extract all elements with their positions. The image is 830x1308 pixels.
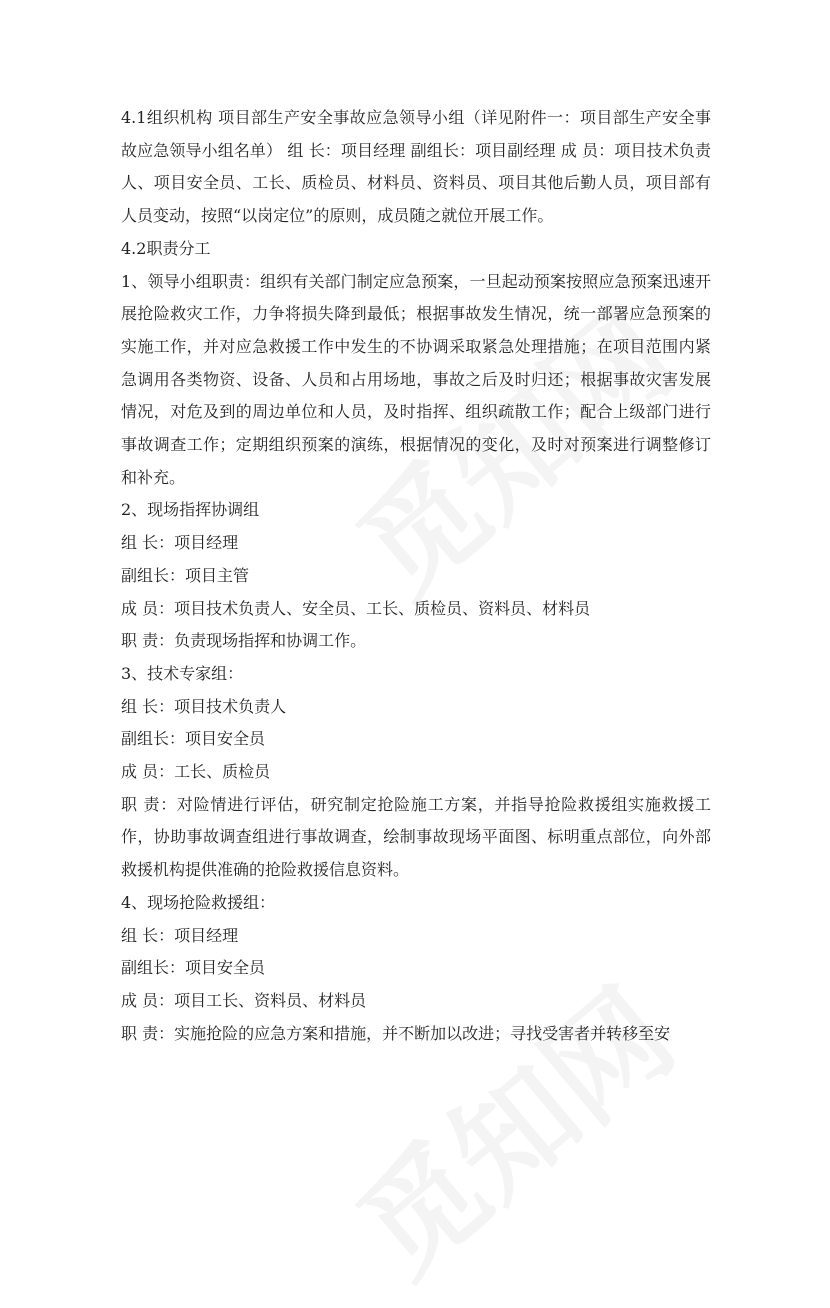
group3-members: 成 员：工长、质检员 (121, 762, 271, 782)
section-4-2-heading: 4.2职责分工 (121, 238, 211, 258)
group3-leader: 组 长：项目技术负责人 (121, 696, 287, 716)
group3-duty: 职 责：对险情进行评估，研究制定抢险施工方案，并指导抢险救援组实施救援工作，协助事故调查组进行事故调查，绘制事故现场平面图、标明重点部位，向外部救援机构提供准确的抢险救援信息资料。 (121, 794, 711, 880)
group4-title: 4、现场抢险救援组： (121, 892, 276, 912)
group2-leader: 组 长：项目经理 (121, 533, 239, 553)
group2-deputy: 副组长：项目主管 (121, 565, 250, 585)
group4-leader: 组 长：项目经理 (121, 925, 239, 945)
group4-deputy: 副组长：项目安全员 (121, 958, 266, 978)
section-4-1-paragraph: 4.1组织机构 项目部生产安全事故应急领导小组（详见附件一：项目部生产安全事故应急领导小组名单） 组 长：项目经理 副组长：项目副经理 成 员：项目技术负责人、项目安全员、工长、质检员、材料员、资料员、项目其他后勤人员，项目部有人员变动，按照“以岗定位”的原则，成员随之就位开展工作。 (121, 108, 711, 226)
group2-title: 2、现场指挥协调组 (121, 500, 260, 520)
group4-duty: 职 责：实施抢险的应急方案和措施，并不断加以改进；寻找受害者并转移至安 (121, 1023, 671, 1043)
document-body (121, 102, 711, 1050)
group3-title: 3、技术专家组： (121, 663, 244, 683)
leader-group-duties-paragraph: 1、领导小组职责：组织有关部门制定应急预案，一旦起动预案按照应急预案迅速开展抢险救灾工作，力争将损失降到最低；根据事故发生情况，统一部署应急预案的实施工作，并对应急救援工作中发生的不协调采取紧急处理措施；在项目范围内紧急调用各类物资、设备、人员和占用场地，事故之后及时归还；根据事故灾害发展情况，对危及到的周边单位和人员，及时指挥、组织疏散工作；配合上级部门进行事故调查工作；定期组织预案的演练，根据情况的变化，及时对预案进行调整修订和补充。 (121, 271, 711, 487)
group2-duty: 职 责：负责现场指挥和协调工作。 (121, 631, 367, 651)
group2-members: 成 员：项目技术负责人、安全员、工长、质检员、资料员、材料员 (121, 598, 591, 618)
group4-members: 成 员：项目工长、资料员、材料员 (121, 990, 367, 1010)
group3-deputy: 副组长：项目安全员 (121, 729, 266, 749)
